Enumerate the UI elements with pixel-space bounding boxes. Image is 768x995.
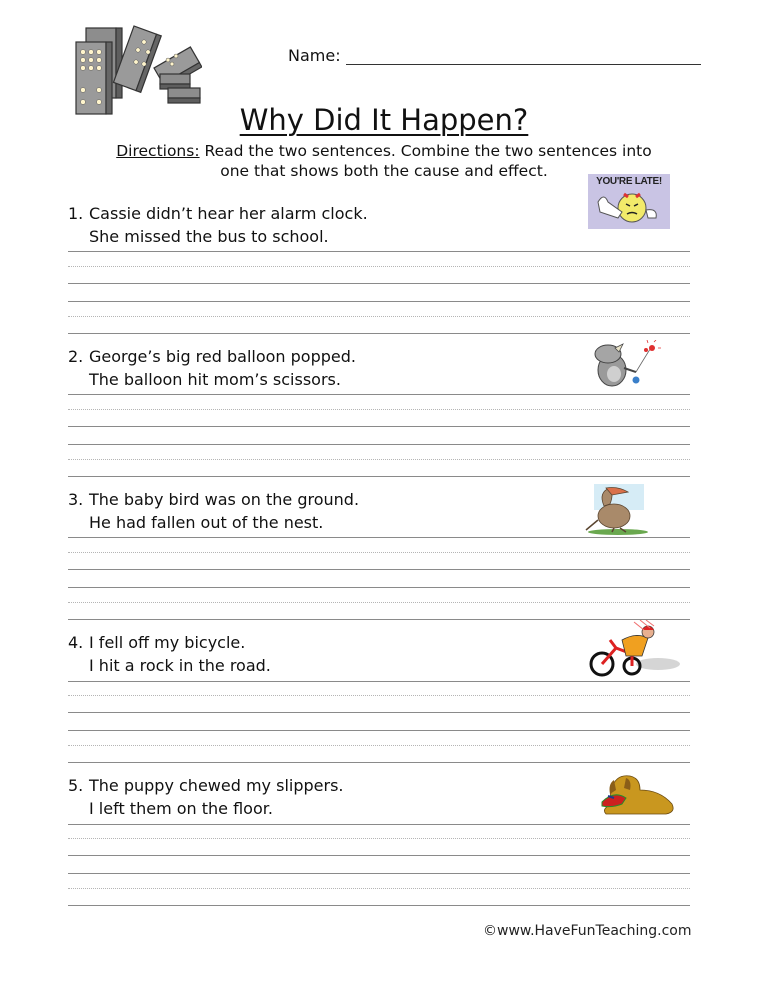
- answer-guide-line: [68, 888, 690, 889]
- answer-line[interactable]: [68, 426, 690, 427]
- question-3-sentence-2: He had fallen out of the nest.: [89, 513, 324, 532]
- answer-line[interactable]: [68, 476, 690, 477]
- question-2-sentence-2: The balloon hit mom’s scissors.: [89, 370, 341, 389]
- answer-line[interactable]: [68, 855, 690, 856]
- answer-line[interactable]: [68, 251, 690, 252]
- baby-bird-icon: [578, 482, 662, 536]
- question-3: 3. The baby bird was on the ground. He had fallen out of the nest.: [68, 490, 360, 532]
- question-5: 5. The puppy chewed my slippers. I left them on the floor.: [68, 776, 344, 818]
- question-2-sentence-1: George’s big red balloon popped.: [89, 347, 356, 366]
- answer-guide-line: [68, 459, 690, 460]
- directions-text-1: Read the two sentences. Combine the two sentences into: [199, 142, 652, 160]
- answer-line[interactable]: [68, 905, 690, 906]
- name-label: Name:: [288, 46, 341, 65]
- name-field[interactable]: [346, 64, 701, 65]
- question-2: 2. George’s big red balloon popped. The balloon hit mom’s scissors.: [68, 347, 356, 389]
- question-5-sentence-2: I left them on the floor.: [89, 799, 273, 818]
- answer-line[interactable]: [68, 283, 690, 284]
- question-4: 4. I fell off my bicycle. I hit a rock in the road.: [68, 633, 271, 675]
- question-4-sentence-2: I hit a rock in the road.: [89, 656, 271, 675]
- answer-guide-line: [68, 695, 690, 696]
- angry-alarm-clock-icon: [588, 174, 670, 229]
- answer-line[interactable]: [68, 730, 690, 731]
- copyright-footer: ©www.HaveFunTeaching.com: [483, 923, 692, 939]
- page-title: Why Did It Happen?: [239, 103, 529, 137]
- answer-line[interactable]: [68, 587, 690, 588]
- answer-guide-line: [68, 745, 690, 746]
- directions-label: Directions:: [116, 142, 200, 160]
- answer-line[interactable]: [68, 301, 690, 302]
- directions-text-2: one that shows both the cause and effect.: [220, 162, 548, 180]
- answer-line[interactable]: [68, 394, 690, 395]
- answer-line[interactable]: [68, 537, 690, 538]
- question-4-sentence-1: I fell off my bicycle.: [89, 633, 246, 652]
- answer-guide-line: [68, 316, 690, 317]
- answer-guide-line: [68, 409, 690, 410]
- rhino-balloon-icon: [582, 340, 666, 392]
- question-3-sentence-1: The baby bird was on the ground.: [89, 490, 360, 509]
- answer-guide-line: [68, 838, 690, 839]
- answer-line[interactable]: [68, 712, 690, 713]
- question-1: 1. Cassie didn’t hear her alarm clock. She missed the bus to school.: [68, 204, 368, 246]
- question-1-sentence-2: She missed the bus to school.: [89, 227, 329, 246]
- puppy-chewing-icon: [592, 766, 682, 816]
- answer-line[interactable]: [68, 873, 690, 874]
- answer-line[interactable]: [68, 762, 690, 763]
- answer-guide-line: [68, 552, 690, 553]
- answer-guide-line: [68, 602, 690, 603]
- answer-guide-line: [68, 266, 690, 267]
- clock-caption: YOU'RE LATE!: [596, 176, 662, 187]
- bicycle-crash-icon: [588, 620, 684, 678]
- question-1-sentence-1: Cassie didn’t hear her alarm clock.: [89, 204, 368, 223]
- question-5-sentence-1: The puppy chewed my slippers.: [89, 776, 344, 795]
- answer-line[interactable]: [68, 444, 690, 445]
- answer-line[interactable]: [68, 333, 690, 334]
- answer-line[interactable]: [68, 569, 690, 570]
- answer-line[interactable]: [68, 681, 690, 682]
- answer-line[interactable]: [68, 824, 690, 825]
